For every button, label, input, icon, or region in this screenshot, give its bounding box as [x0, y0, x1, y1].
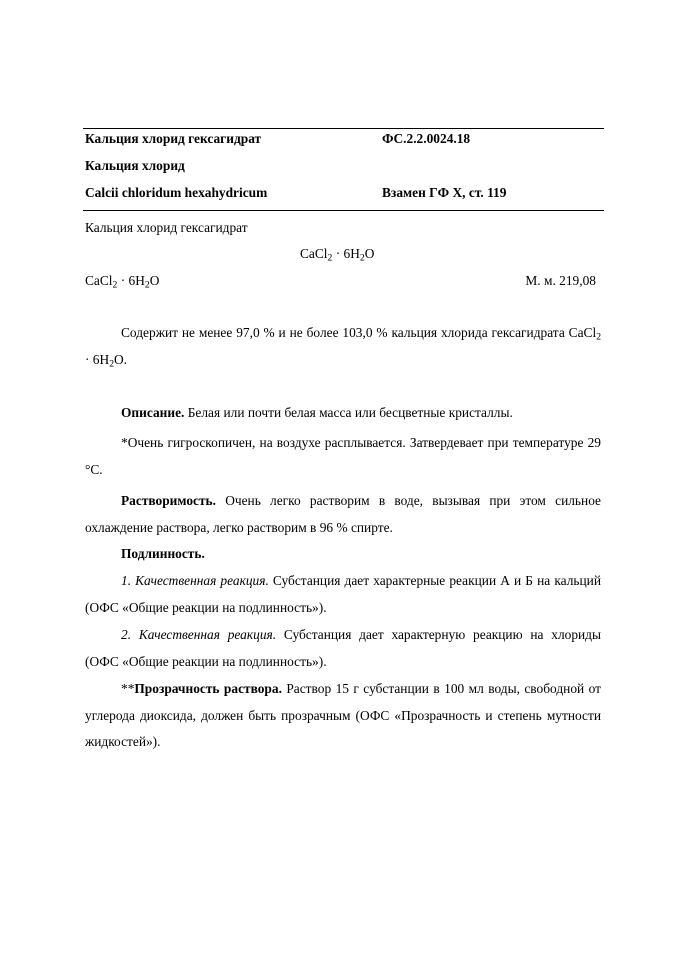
latin-name: Calcii chloridum hexahydricum: [85, 185, 268, 200]
formula-subtitle: Кальция хлорид гексагидрат: [85, 220, 248, 235]
test2-label: 2. Качественная реакция.: [121, 627, 277, 642]
empirical-formula: CaCl$_2$ · $6H_2O$: [85, 273, 160, 291]
content-paragraph: Содержит не менее 97,0 % и не более 103,0 % кальция хлорида гексагидрата CaCl$_2$ · $6H_2O$.: [85, 325, 601, 369]
solubility-paragraph: Растворимость. Очень легко растворим в воде, вызывая при этом сильное охлаждение раствора, легко растворим в 96 % спирте.: [85, 493, 601, 535]
solubility-label: Растворимость.: [121, 493, 216, 508]
structural-formula: CaCl$_2$ · $6H_2O$: [300, 246, 375, 264]
description-label: Описание.: [121, 405, 185, 420]
test2-paragraph: 2. Качественная реакция. Субстанция дает характерную реакцию на хлориды (ОФС «Общие реакции на подлинность»).: [85, 627, 601, 669]
header-top-rule: [83, 128, 604, 129]
test1-paragraph: 1. Качественная реакция. Субстанция дает характерные реакции А и Б на кальций (ОФС «Общие реакции на подлинность»).: [85, 573, 601, 615]
hygroscopic-paragraph: *Очень гигроскопичен, на воздухе расплывается. Затвердевает при температуре 29 °С.: [85, 435, 601, 477]
header-bottom-rule: [83, 210, 604, 211]
monograph-title: Кальция хлорид гексагидрат: [85, 131, 262, 146]
molar-mass: М. м. 219,08: [525, 273, 596, 288]
test1-label: 1. Качественная реакция.: [121, 573, 269, 588]
identity-heading: Подлинность.: [121, 546, 205, 561]
clarity-label: Прозрачность раствора.: [134, 681, 282, 696]
clarity-paragraph: **Прозрачность раствора. Раствор 15 г субстанции в 100 мл воды, свободной от углерода диоксида, должен быть прозрачным (ОФС «Прозрачность и степень мутности жидкостей»).: [85, 681, 601, 749]
description-paragraph: Описание. Белая или почти белая масса или бесцветные кристаллы.: [121, 405, 513, 420]
document-code: ФС.2.2.0024.18: [382, 131, 471, 146]
alternate-name: Кальция хлорид: [85, 158, 185, 173]
replaces-note: Взамен ГФ Х, ст. 119: [382, 185, 507, 200]
